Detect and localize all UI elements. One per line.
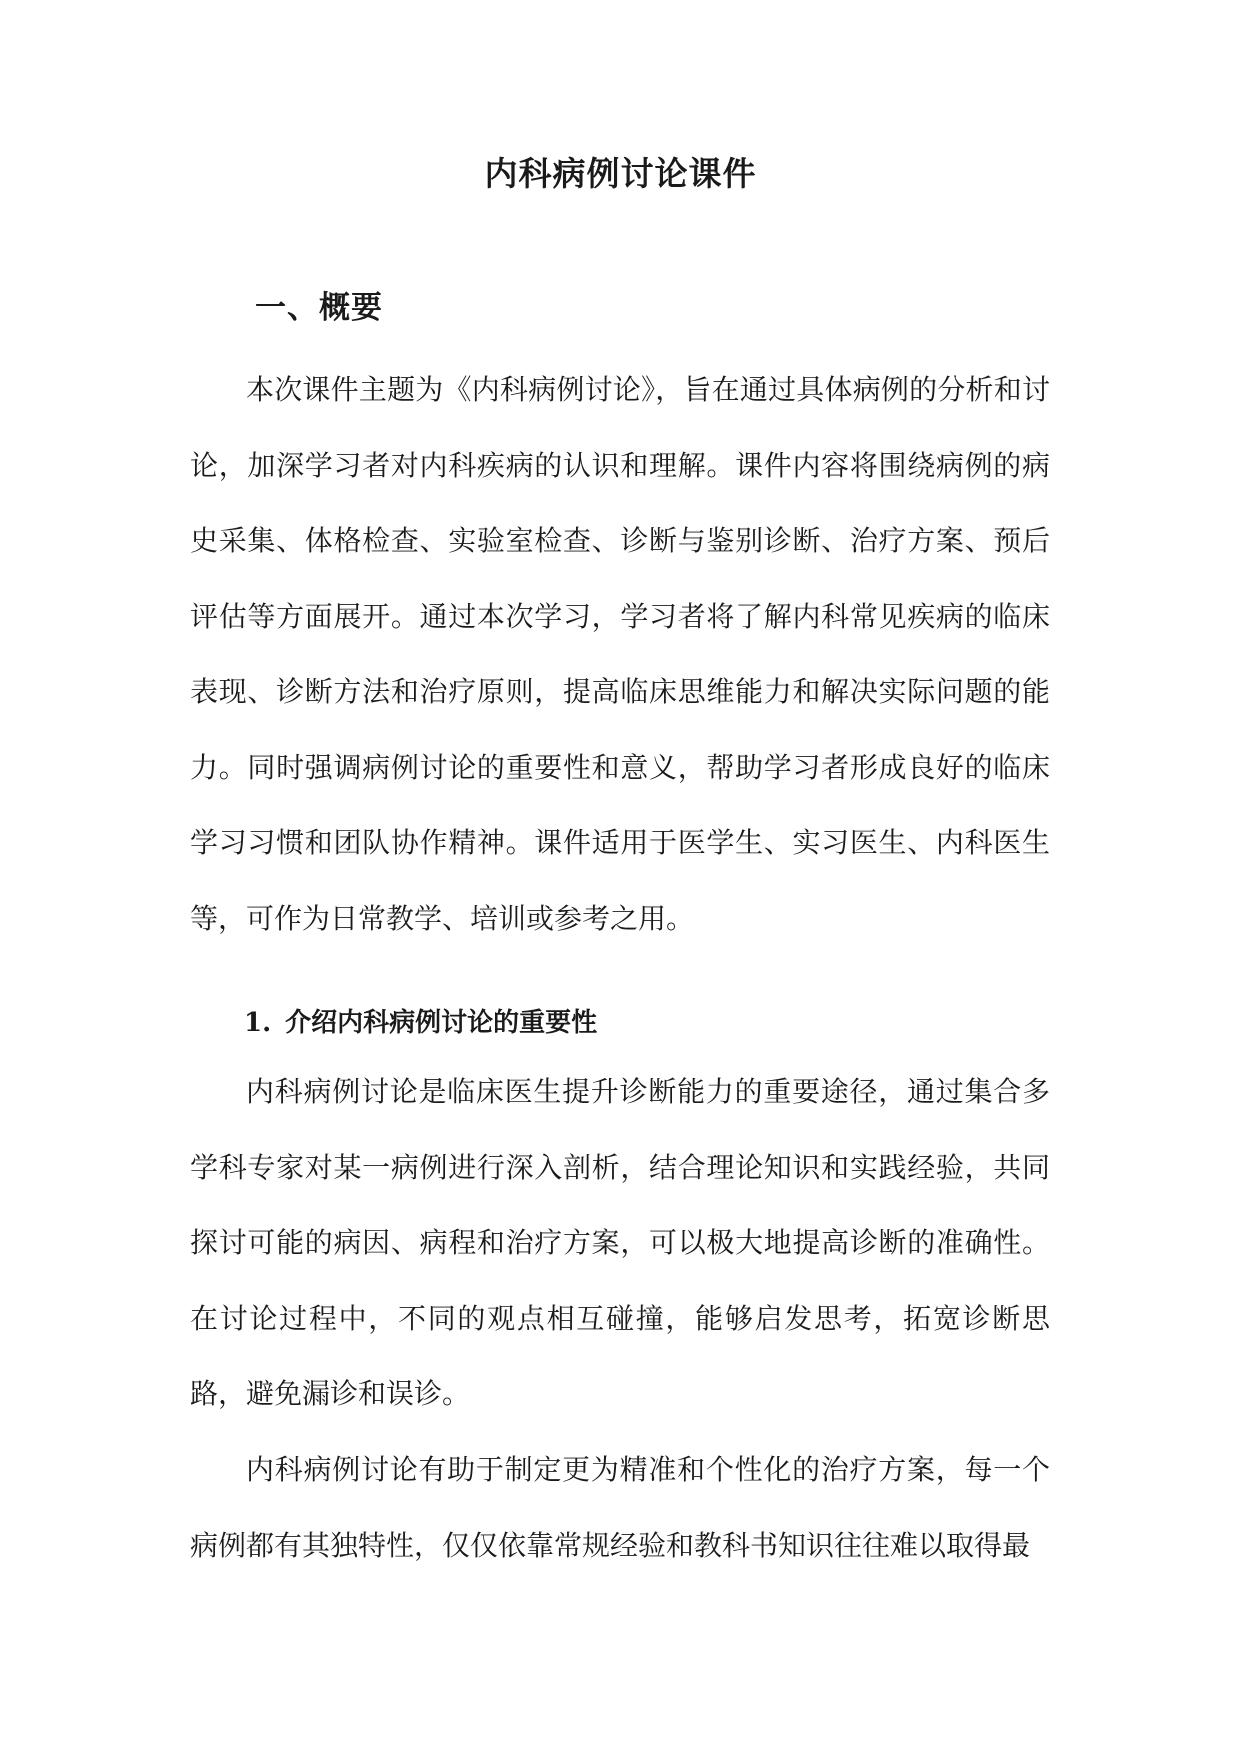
subsection-number: 1. — [244, 1008, 272, 1038]
overview-paragraph: 本次课件主题为《内科病例讨论》，旨在通过具体病例的分析和讨论，加深学习者对内科疾病的认识和理解。课件内容将围绕病例的病史采集、体格检查、实验室检查、诊断与鉴别诊断、治疗方案、预后评估等方面展开。通过本次学习，学习者将了解内科常见疾病的临床表现、诊断方法和治疗原则，提高临床思维能力和解决实际问题的能力。同时强调病例讨论的重要性和意义，帮助学习者形成良好的临床学习习惯和团队协作精神。课件适用于医学生、实习医生、内科医生等，可作为日常教学、培训或参考之用。 — [190, 373, 1050, 935]
importance-paragraph-2: 内科病例讨论有助于制定更为精准和个性化的治疗方案，每一个病例都有其独特性，仅仅依靠常规经验和教科书知识往往难以取得最 — [190, 1453, 1050, 1562]
subsection-heading-importance — [244, 1002, 597, 1039]
document-title: 内科病例讨论课件 — [484, 154, 757, 193]
subsection-title: 介绍内科病例讨论的重要性 — [285, 1008, 598, 1038]
section-heading-overview: 一、概要 — [255, 290, 383, 326]
importance-paragraph-1: 内科病例讨论是临床医生提升诊断能力的重要途径，通过集合多学科专家对某一病例进行深入剖析，结合理论知识和实践经验，共同探讨可能的病因、病程和治疗方案，可以极大地提高诊断的准确性。在讨论过程中，不同的观点相互碰撞，能够启发思考，拓宽诊断思路，避免漏诊和误诊。 — [190, 1075, 1050, 1410]
